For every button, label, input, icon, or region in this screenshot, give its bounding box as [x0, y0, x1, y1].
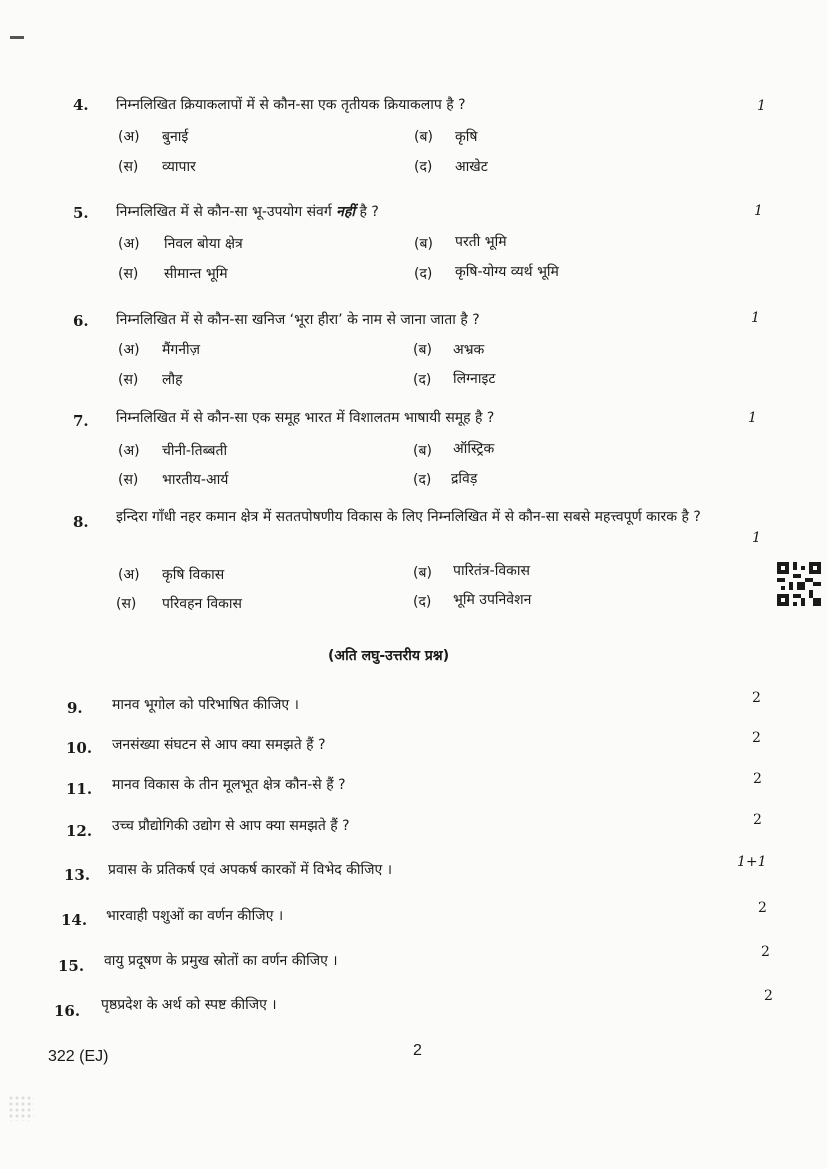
- q8-option-a-text: कृषि विकास: [162, 567, 225, 583]
- question-5-text-line: [116, 202, 379, 221]
- scan-mark: [10, 36, 24, 39]
- question-8-text: इन्दिरा गाँधी नहर कमान क्षेत्र में सततपोषणीय विकास के लिए निम्नलिखित में से कौन-सा सबसे महत्त्वपूर्ण कारक है ?: [116, 509, 701, 525]
- question-6-text: निम्नलिखित में से कौन-सा खनिज ‘भूरा हीरा’ के नाम से जाना जाता है ?: [116, 312, 480, 328]
- question-16-text: पृष्ठप्रदेश के अर्थ को स्पष्ट कीजिए ।: [101, 997, 277, 1013]
- section-heading: (अति लघु-उत्तरीय प्रश्न): [328, 648, 450, 664]
- question-12-marks: 2: [753, 812, 762, 828]
- question-9-number: 9.: [67, 699, 83, 717]
- q7-option-a-text: चीनी-तिब्बती: [162, 443, 228, 459]
- q5-option-d-label: (द): [414, 266, 433, 282]
- question-6-number: 6.: [73, 312, 89, 330]
- q5-option-c-text: सीमान्त भूमि: [164, 266, 228, 282]
- question-16-number: 16.: [54, 1002, 81, 1020]
- q6-option-d-text: लिग्नाइट: [453, 371, 496, 387]
- q6-option-c-text: लौह: [162, 372, 183, 388]
- question-5-text: निम्नलिखित में से कौन-सा भू-उपयोग संवर्ग: [116, 204, 332, 220]
- q4-option-b-text: कृषि: [455, 129, 478, 145]
- question-13-text: प्रवास के प्रतिकर्ष एवं अपकर्ष कारकों में विभेद कीजिए ।: [108, 862, 393, 878]
- question-7-number: 7.: [73, 412, 89, 430]
- q6-option-a-label: (अ): [118, 342, 140, 358]
- q7-option-d-label: (द): [413, 472, 432, 488]
- question-11-marks: 2: [753, 771, 762, 787]
- question-10-text: जनसंख्या संघटन से आप क्या समझते हैं ?: [112, 737, 326, 753]
- q4-option-a-text: बुनाई: [162, 129, 189, 145]
- question-16-marks: 2: [764, 988, 773, 1004]
- question-14-text: भारवाही पशुओं का वर्णन कीजिए ।: [106, 908, 284, 924]
- q5-option-b-label: (ब): [414, 236, 433, 252]
- q6-option-d-label: (द): [413, 372, 432, 388]
- question-5-emphasis: नहीं: [336, 204, 356, 220]
- question-4-marks: 1: [757, 98, 766, 114]
- q7-option-c-label: (स): [118, 472, 139, 488]
- question-8-number: 8.: [73, 513, 89, 531]
- q4-option-c-text: व्यापार: [162, 159, 196, 175]
- q5-option-a-label: (अ): [118, 236, 140, 252]
- q8-option-d-text: भूमि उपनिवेशन: [453, 592, 532, 608]
- paper-code: 322 (EJ): [48, 1048, 109, 1065]
- question-8-marks: 1: [752, 530, 761, 546]
- question-9-text: मानव भूगोल को परिभाषित कीजिए ।: [112, 697, 299, 713]
- q5-option-a-text: निवल बोया क्षेत्र: [164, 236, 243, 252]
- question-15-marks: 2: [761, 944, 770, 960]
- question-6-marks: 1: [751, 310, 760, 326]
- question-15-number: 15.: [58, 957, 85, 975]
- q8-option-b-label: (ब): [413, 565, 432, 581]
- scan-noise: [8, 1095, 34, 1121]
- question-4-number: 4.: [73, 96, 89, 114]
- q4-option-b-label: (ब): [414, 129, 433, 145]
- q5-option-b-text: परती भूमि: [455, 234, 507, 250]
- question-11-text: मानव विकास के तीन मूलभूत क्षेत्र कौन-से हैं ?: [112, 777, 346, 793]
- q7-option-b-text: ऑस्ट्रिक: [453, 441, 495, 457]
- question-4-text: निम्नलिखित क्रियाकलापों में से कौन-सा एक तृतीयक क्रियाकलाप है ?: [116, 97, 466, 113]
- question-14-number: 14.: [61, 911, 88, 929]
- q8-option-c-label: (स): [116, 596, 137, 612]
- question-5-number: 5.: [73, 204, 89, 222]
- question-9-marks: 2: [752, 690, 761, 706]
- question-12-number: 12.: [66, 822, 93, 840]
- q4-option-c-label: (स): [118, 159, 139, 175]
- question-13-marks: 1+1: [737, 854, 767, 870]
- question-7-marks: 1: [748, 410, 757, 426]
- q8-option-c-text: परिवहन विकास: [162, 596, 242, 612]
- page-number: 2: [413, 1042, 422, 1059]
- question-5-suffix: है ?: [359, 204, 379, 220]
- q6-option-b-label: (ब): [413, 342, 432, 358]
- q4-option-d-text: आखेट: [455, 159, 488, 175]
- question-7-text: निम्नलिखित में से कौन-सा एक समूह भारत में विशालतम भाषायी समूह है ?: [116, 410, 495, 426]
- question-12-text: उच्च प्रौद्योगिकी उद्योग से आप क्या समझते हैं ?: [112, 818, 350, 834]
- question-10-number: 10.: [66, 739, 93, 757]
- q8-option-a-label: (अ): [118, 567, 140, 583]
- question-15-text: वायु प्रदूषण के प्रमुख स्रोतों का वर्णन कीजिए ।: [104, 953, 338, 969]
- q7-option-c-text: भारतीय-आर्य: [162, 472, 229, 488]
- question-10-marks: 2: [752, 730, 761, 746]
- q8-option-b-text: पारितंत्र-विकास: [453, 563, 530, 579]
- q4-option-a-label: (अ): [118, 129, 140, 145]
- q7-option-d-text: द्रविड़: [451, 471, 478, 487]
- q6-option-c-label: (स): [118, 372, 139, 388]
- q7-option-b-label: (ब): [413, 443, 432, 459]
- question-13-number: 13.: [64, 866, 91, 884]
- q8-option-d-label: (द): [413, 594, 432, 610]
- question-14-marks: 2: [758, 900, 767, 916]
- q7-option-a-label: (अ): [118, 443, 140, 459]
- q6-option-b-text: अभ्रक: [453, 342, 485, 358]
- qr-code-icon: [777, 562, 821, 606]
- q6-option-a-text: मैंगनीज़: [162, 342, 201, 358]
- question-11-number: 11.: [66, 780, 93, 798]
- question-5-marks: 1: [754, 203, 763, 219]
- q4-option-d-label: (द): [414, 159, 433, 175]
- q5-option-d-text: कृषि-योग्य व्यर्थ भूमि: [455, 264, 559, 280]
- q5-option-c-label: (स): [118, 266, 139, 282]
